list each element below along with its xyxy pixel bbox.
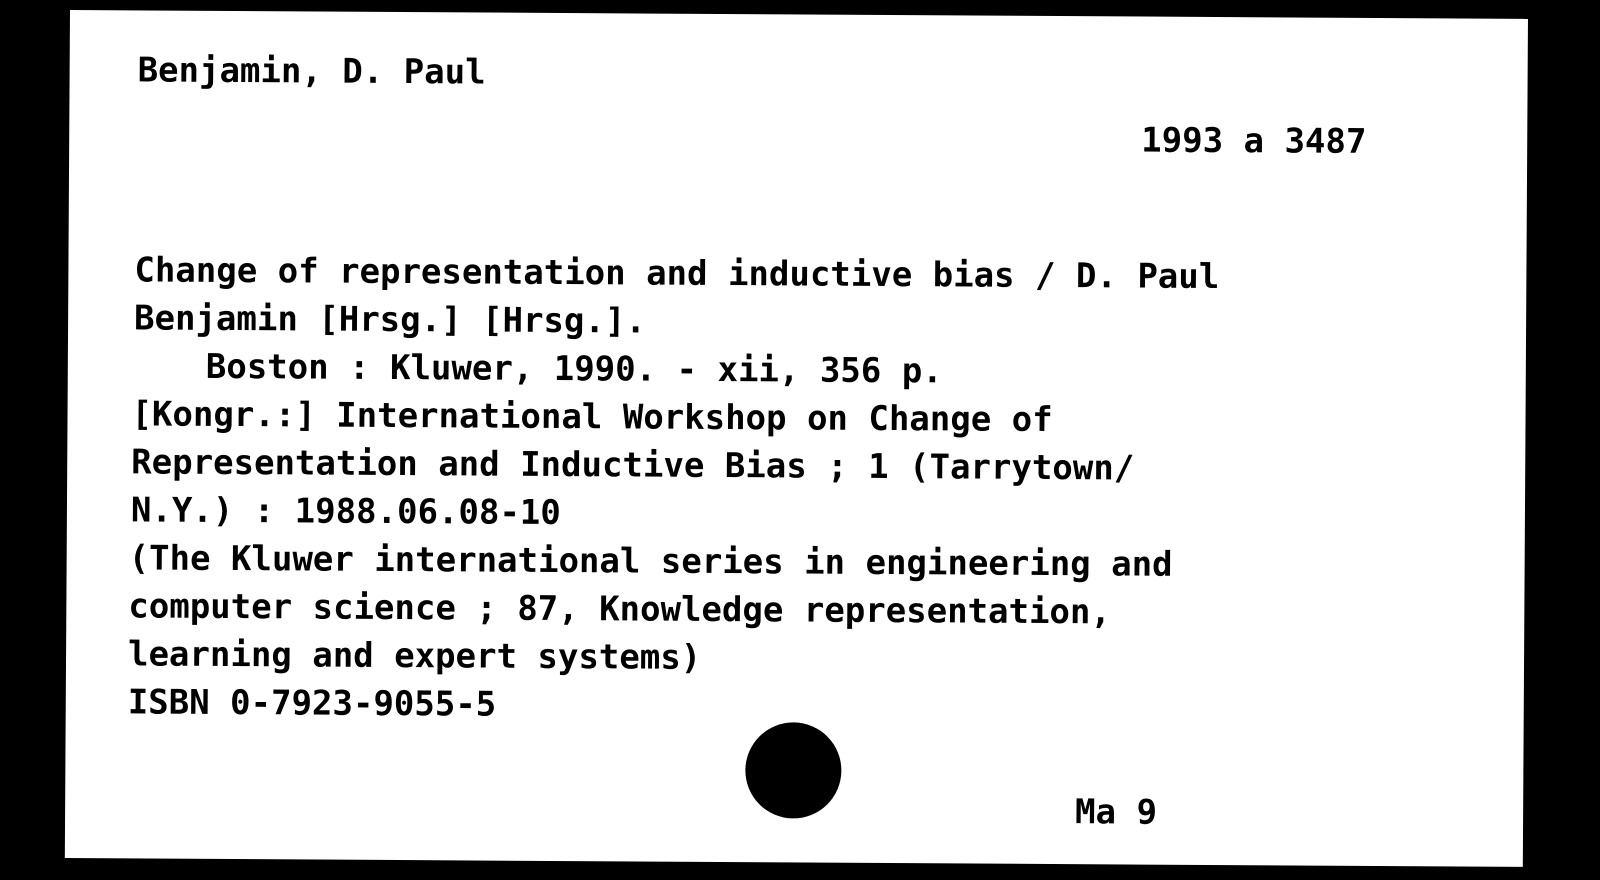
series-line-3: learning and expert systems) [127, 634, 702, 678]
punch-hole [745, 722, 842, 819]
series-line-1: (The Kluwer international series in engineering and [128, 538, 1173, 585]
congress-line-1: [Kongr.:] International Workshop on Change of [131, 394, 1053, 441]
catalog-card [65, 10, 1528, 867]
title-line-1: Change of representation and inductive bias / D. Paul [134, 250, 1220, 298]
congress-line-3: N.Y.) : 1988.06.08-10 [130, 490, 561, 534]
isbn: ISBN 0-7923-9055-5 [127, 682, 497, 725]
congress-line-2: Representation and Inductive Bias ; 1 (Tarrytown/ [131, 442, 1135, 489]
title-line-2: Benjamin [Hrsg.] [Hrsg.]. [133, 298, 646, 342]
author-heading: Benjamin, D. Paul [137, 50, 486, 93]
call-number: 1993 a 3487 [1141, 120, 1367, 162]
imprint: Boston : Kluwer, 1990. - xii, 356 p. [205, 346, 943, 392]
series-line-2: computer science ; 87, Knowledge representation, [128, 586, 1112, 633]
shelf-mark: Ma 9 [1074, 792, 1158, 833]
